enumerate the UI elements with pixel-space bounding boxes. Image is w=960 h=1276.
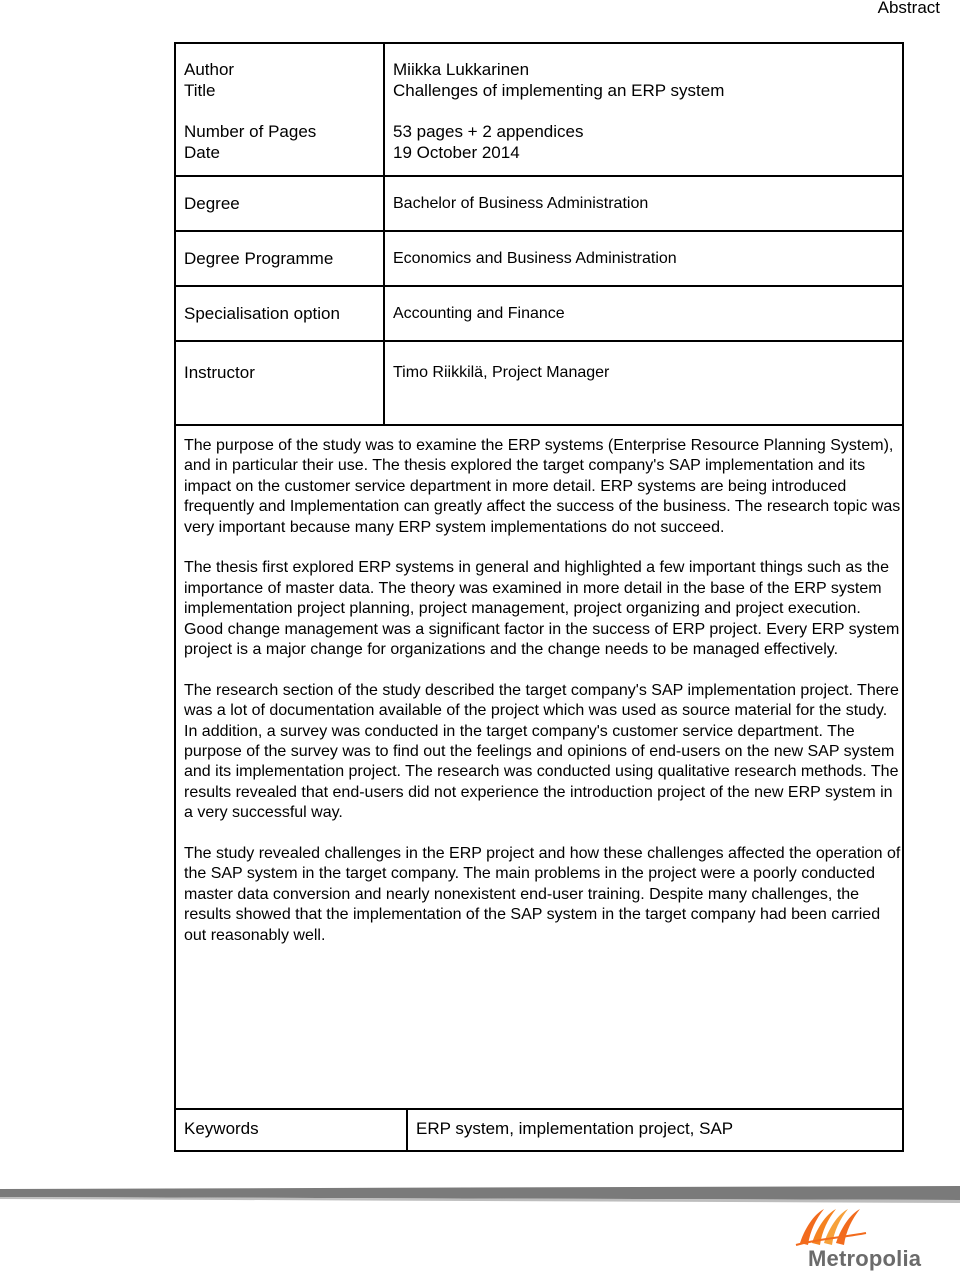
abstract-paragraph: The research section of the study described the target company's SAP implementation project. There was a lot of documentation available of the project which was used as source material for the study. In addition, a survey was conducted in the target company's customer service department. The purpose of the survey was to find out the feelings and opinions of end-users on the new SAP system and its implementation project. The research was conducted using qualitative research methods. The results revealed that end-users did not experience the introduction project of the new ERP system in a very successful way. <box>184 681 899 822</box>
title-label: Title <box>184 81 216 100</box>
abstract-form-table <box>174 42 904 1152</box>
pages-value: 53 pages + 2 appendices <box>393 122 584 141</box>
keywords-divider <box>406 1110 408 1150</box>
abstract-paragraph: The thesis first explored ERP systems in general and highlighted a few important things such as the importance of master data. The theory was examined in more detail in the base of the ERP system implementation project planning, project management, project organizing and project execution. Good change management was a significant factor in the success of ERP project. Every ERP system project is a major change for organizations and the change needs to be managed effectively. <box>184 559 900 659</box>
row-degree <box>176 175 902 232</box>
degree-value: Bachelor of Business Administration <box>393 195 649 212</box>
programme-value: Economics and Business Administration <box>393 250 677 267</box>
page-header-label: Abstract <box>877 0 940 17</box>
abstract-paragraph: The purpose of the study was to examine the ERP systems (Enterprise Resource Planning System), and in particular their use. The thesis explored the target company's SAP implementation and its impact on the customer service department in more detail. ERP systems are being introduced frequently and Implementation can greatly affect the success of the business. The research topic was very important because many ERP system implementations do not succeed. <box>184 437 901 536</box>
pages-label: Number of Pages <box>184 122 317 141</box>
author-label: Author <box>184 60 235 79</box>
abstract-paragraph: The study revealed challenges in the ERP project and how these challenges affected the operation of the SAP system in the target company. The main problems in the project were a poorly conducted master data conversion and nearly nonexistent end-user training. Despite many challenges, the results showed that the implementation of the SAP system in the target company had been carried out reasonably well. <box>184 845 901 944</box>
row-keywords <box>176 1108 902 1150</box>
instructor-value: Timo Riikkilä, Project Manager <box>393 364 610 381</box>
specialisation-value: Accounting and Finance <box>393 305 565 322</box>
title-value: Challenges of implementing an ERP system <box>393 81 725 100</box>
date-label: Date <box>184 143 220 162</box>
keywords-value: ERP system, implementation project, SAP <box>416 1119 734 1138</box>
row-author-title <box>176 44 902 177</box>
row-degree-programme <box>176 230 902 287</box>
degree-label: Degree <box>184 194 240 213</box>
keywords-label: Keywords <box>184 1119 259 1138</box>
row-specialisation <box>176 285 902 342</box>
abstract-body <box>184 436 902 967</box>
row-instructor <box>176 340 902 426</box>
specialisation-label: Specialisation option <box>184 304 340 323</box>
instructor-label: Instructor <box>184 363 255 382</box>
metropolia-logo-text: Metropolia <box>808 1246 922 1271</box>
date-value: 19 October 2014 <box>393 143 520 162</box>
author-value: Miikka Lukkarinen <box>393 60 530 79</box>
programme-label: Degree Programme <box>184 249 334 268</box>
